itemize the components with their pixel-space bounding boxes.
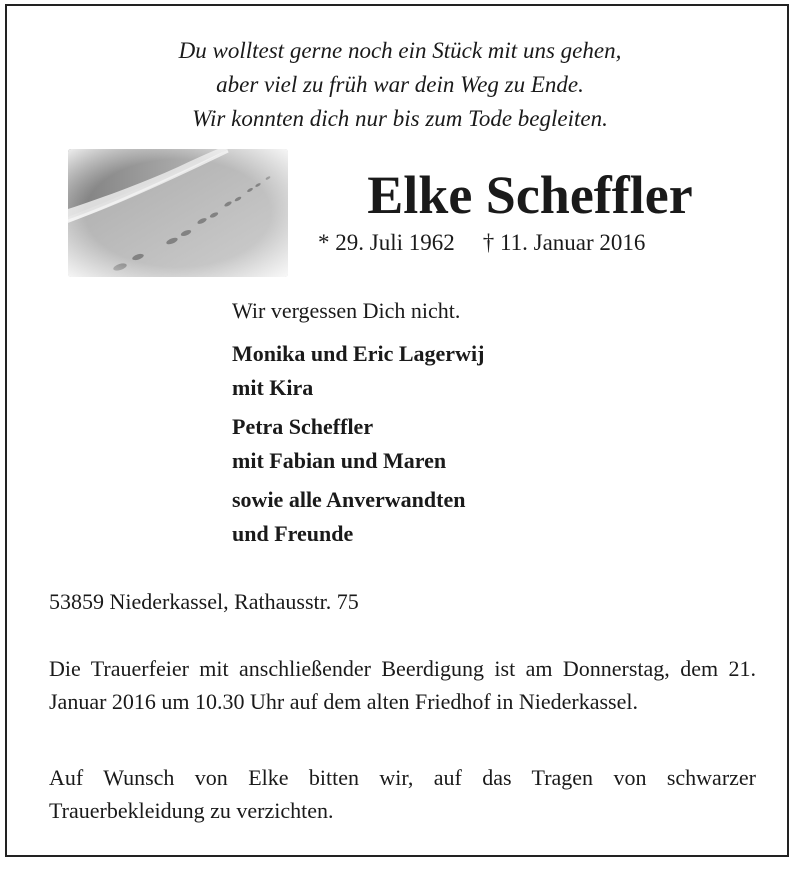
life-dates <box>318 228 645 258</box>
poem-line-1: Du wolltest gerne noch ein Stück mit uns gehen, <box>178 38 622 63</box>
family-group-1 <box>232 337 484 405</box>
family-3-line-2: und Freunde <box>232 521 354 546</box>
dress-request: Auf Wunsch von Elke bitten wir, auf das Tragen von schwarzer Trauerbekleidung zu verzichten. <box>49 765 756 823</box>
family-3-line-1: sowie alle Anverwandten <box>232 487 466 512</box>
family-2-line-2: mit Fabian und Maren <box>232 448 447 473</box>
family-1-line-2: mit Kira <box>232 375 314 400</box>
mourner-address: 53859 Niederkassel, Rathausstr. 75 <box>49 589 359 614</box>
mourning-phrase: Wir vergessen Dich nicht. <box>232 298 461 323</box>
family-1-line-1: Monika und Eric Lagerwij <box>232 341 485 366</box>
funeral-info: Die Trauerfeier mit anschließender Beerdigung ist am Donnerstag, dem 21. Januar 2016 um 10.30 Uhr auf dem alten Friedhof in Niederkassel. <box>49 656 756 714</box>
family-group-2 <box>232 410 446 478</box>
poem-line-2: aber viel zu früh war dein Weg zu Ende. <box>216 72 584 97</box>
deceased-name: Elke Scheffler <box>367 165 693 225</box>
poem-line-3: Wir konnten dich nur bis zum Tode begleiten. <box>192 106 608 131</box>
death-date: † 11. Januar 2016 <box>482 230 646 255</box>
family-2-line-1: Petra Scheffler <box>232 414 374 439</box>
family-group-3 <box>232 483 465 551</box>
memorial-poem <box>0 34 800 136</box>
birth-date: * 29. Juli 1962 <box>318 230 455 255</box>
beach-footprints-photo <box>68 149 288 277</box>
